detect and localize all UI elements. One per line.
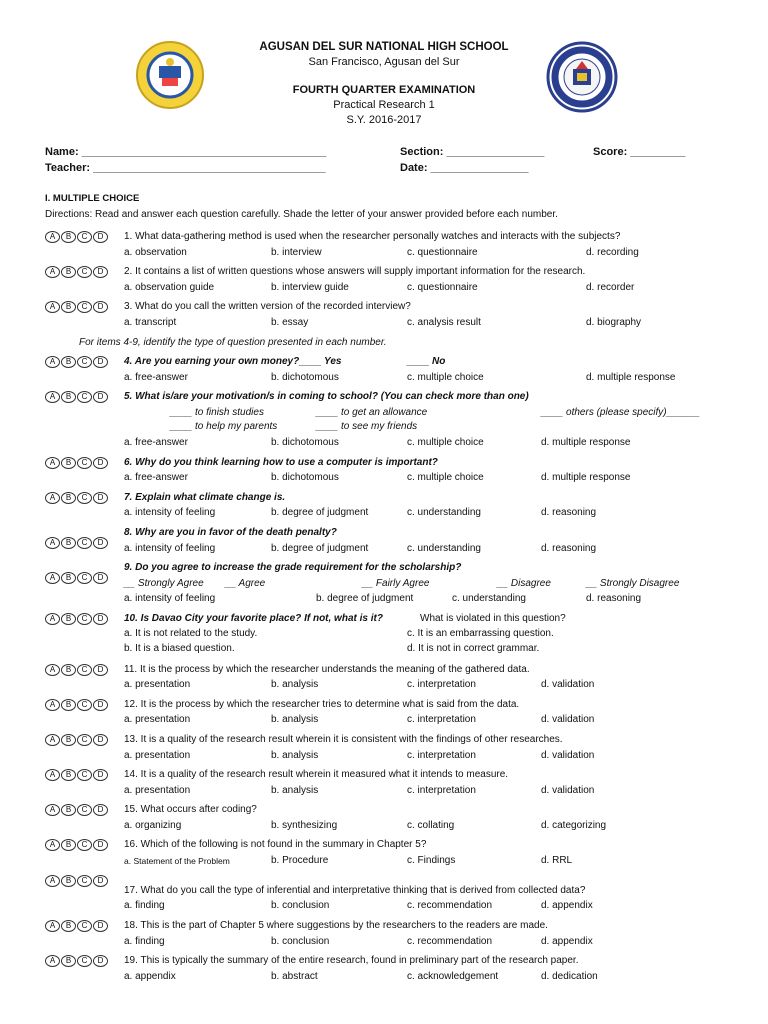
option: d. reasoning xyxy=(586,593,642,604)
option: d. multiple response xyxy=(541,437,631,448)
option: c. questionnaire xyxy=(407,282,478,293)
question-10: 10. Is Davao City your favorite place? If not, what is it? xyxy=(124,613,383,624)
option: c. understanding xyxy=(407,543,481,554)
answer-bubble-a[interactable]: A xyxy=(45,301,60,313)
option: a. organizing xyxy=(124,820,182,831)
choice: ____ to see my friends xyxy=(316,421,418,432)
answer-bubble-b[interactable]: B xyxy=(61,537,76,549)
option: c. multiple choice xyxy=(407,372,484,383)
option: d. recording xyxy=(586,247,639,258)
option: b. interview xyxy=(271,247,322,258)
answer-bubbles-15 xyxy=(45,804,108,816)
option: a. presentation xyxy=(124,679,191,690)
question-6: 6. Why do you think learning how to use a computer is important? xyxy=(124,457,438,468)
answer-bubble-d[interactable]: D xyxy=(93,266,108,278)
option: d. RRL xyxy=(541,855,573,866)
option: b. analysis xyxy=(271,785,319,796)
answer-bubble-a[interactable]: A xyxy=(45,875,60,887)
option: c. interpretation xyxy=(407,750,476,761)
answer-bubbles-6 xyxy=(45,457,108,469)
question-11: 11. It is the process by which the researcher understands the meaning of the gathered data. xyxy=(124,664,530,675)
answer-bubble-a[interactable]: A xyxy=(45,839,60,851)
answer-bubbles-11 xyxy=(45,664,108,676)
answer-bubble-b[interactable]: B xyxy=(61,955,76,967)
choice: ____ to help my parents xyxy=(170,421,278,432)
option: b. It is a biased question. xyxy=(124,643,235,654)
answer-bubble-a[interactable]: A xyxy=(45,769,60,781)
choice: __ Disagree xyxy=(497,578,551,589)
answer-bubble-c[interactable]: C xyxy=(77,457,92,469)
answer-bubble-a[interactable]: A xyxy=(45,572,60,584)
answer-bubbles-16 xyxy=(45,839,108,851)
option: d. biography xyxy=(586,317,642,328)
question-9: 9. Do you agree to increase the grade requirement for the scholarship? xyxy=(124,562,462,573)
option: a. finding xyxy=(124,936,165,947)
option: d. validation xyxy=(541,714,595,725)
score-field[interactable]: Score: _________ xyxy=(593,146,686,158)
option: a. finding xyxy=(124,900,165,911)
answer-bubble-b[interactable]: B xyxy=(61,839,76,851)
answer-bubbles-14 xyxy=(45,769,108,781)
option: d. appendix xyxy=(541,936,593,947)
answer-bubble-d[interactable]: D xyxy=(93,664,108,676)
directions: Directions: Read and answer each question carefully. Shade the letter of your answer provided before each number. xyxy=(45,209,558,220)
answer-bubbles-5 xyxy=(45,391,108,403)
school-name: AGUSAN DEL SUR NATIONAL HIGH SCHOOL xyxy=(259,41,509,53)
answer-bubble-b[interactable]: B xyxy=(61,492,76,504)
answer-bubbles-9 xyxy=(45,572,108,584)
answer-bubble-c[interactable]: C xyxy=(77,266,92,278)
choice: ____ to get an allowance xyxy=(316,407,428,418)
answer-bubble-a[interactable]: A xyxy=(45,804,60,816)
answer-bubble-b[interactable]: B xyxy=(61,664,76,676)
answer-bubble-b[interactable]: B xyxy=(61,804,76,816)
choice: __ Fairly Agree xyxy=(362,578,430,589)
name-field[interactable]: Name: ________________________________________ xyxy=(45,146,327,158)
answer-bubble-b[interactable]: B xyxy=(61,231,76,243)
question-13: 13. It is a quality of the research result wherein it is consistent with the findings of other researches. xyxy=(124,734,563,745)
option: a. appendix xyxy=(124,971,176,982)
answer-bubbles-1 xyxy=(45,231,108,243)
answer-bubble-b[interactable]: B xyxy=(61,572,76,584)
answer-bubble-c[interactable]: C xyxy=(77,301,92,313)
question-17: 17. What do you call the type of inferential and interpretative thinking that is derived from collected data? xyxy=(124,885,586,896)
choice: __ Strongly Disagree xyxy=(586,578,680,589)
answer-bubble-b[interactable]: B xyxy=(61,356,76,368)
question-5: 5. What is/are your motivation/s in coming to school? (You can check more than one) xyxy=(124,391,529,402)
option: b. Procedure xyxy=(271,855,329,866)
option: a. free-answer xyxy=(124,472,188,483)
choice: __ Agree xyxy=(225,578,266,589)
section-title: I. MULTIPLE CHOICE xyxy=(45,193,140,204)
option: c. interpretation xyxy=(407,679,476,690)
option: d. It is not in correct grammar. xyxy=(407,643,540,654)
option: a. transcript xyxy=(124,317,177,328)
option: a. presentation xyxy=(124,750,191,761)
answer-bubble-a[interactable]: A xyxy=(45,955,60,967)
option: c. multiple choice xyxy=(407,472,484,483)
option: d. appendix xyxy=(541,900,593,911)
answer-bubble-c[interactable]: C xyxy=(77,492,92,504)
question-10-prompt: What is violated in this question? xyxy=(420,613,566,624)
option: d. reasoning xyxy=(541,507,597,518)
option: c. recommendation xyxy=(407,900,493,911)
option: c. recommendation xyxy=(407,936,493,947)
option: b. abstract xyxy=(271,971,318,982)
subject-title: Practical Research 1 xyxy=(333,99,435,111)
answer-bubble-c[interactable]: C xyxy=(77,572,92,584)
question-7: 7. Explain what climate change is. xyxy=(124,492,286,503)
answer-bubble-d[interactable]: D xyxy=(93,734,108,746)
option: b. conclusion xyxy=(271,900,330,911)
option: d. multiple response xyxy=(586,372,676,383)
question-15: 15. What occurs after coding? xyxy=(124,804,257,815)
answer-bubble-c[interactable]: C xyxy=(77,875,92,887)
option: a. free-answer xyxy=(124,437,188,448)
option: b. analysis xyxy=(271,679,319,690)
answer-bubbles-2 xyxy=(45,266,108,278)
answer-bubble-b[interactable]: B xyxy=(61,699,76,711)
option: a. free-answer xyxy=(124,372,188,383)
option: b. dichotomous xyxy=(271,437,339,448)
answer-bubble-c[interactable]: C xyxy=(77,356,92,368)
answer-bubbles-10 xyxy=(45,613,108,625)
answer-bubble-d[interactable]: D xyxy=(93,839,108,851)
option: d. validation xyxy=(541,679,595,690)
answer-bubble-a[interactable]: A xyxy=(45,537,60,549)
option: c. Findings xyxy=(407,855,456,866)
answer-bubbles-7 xyxy=(45,492,108,504)
answer-bubble-d[interactable]: D xyxy=(93,492,108,504)
answer-bubble-d[interactable]: D xyxy=(93,699,108,711)
answer-bubble-a[interactable]: A xyxy=(45,266,60,278)
answer-bubble-d[interactable]: D xyxy=(93,875,108,887)
answer-bubble-a[interactable]: A xyxy=(45,457,60,469)
answer-bubble-a[interactable]: A xyxy=(45,492,60,504)
teacher-field[interactable]: Teacher: ______________________________________ xyxy=(45,162,326,174)
answer-bubble-b[interactable]: B xyxy=(61,769,76,781)
answer-bubble-d[interactable]: D xyxy=(93,572,108,584)
option: b. dichotomous xyxy=(271,472,339,483)
option: a. intensity of feeling xyxy=(124,543,216,554)
answer-bubbles-8 xyxy=(45,537,108,549)
answer-bubbles-4 xyxy=(45,356,108,368)
option: d. dedication xyxy=(541,971,598,982)
answer-bubble-b[interactable]: B xyxy=(61,920,76,932)
answer-bubble-d[interactable]: D xyxy=(93,301,108,313)
choice: __ Strongly Agree xyxy=(124,578,204,589)
option: a. observation xyxy=(124,247,187,258)
option: a. observation guide xyxy=(124,282,215,293)
date-field[interactable]: Date: ________________ xyxy=(400,162,529,174)
question-18: 18. This is the part of Chapter 5 where suggestions by the researchers to the readers are made. xyxy=(124,920,548,931)
option: a. intensity of feeling xyxy=(124,507,216,518)
section-field[interactable]: Section: ________________ xyxy=(400,146,545,158)
answer-bubble-d[interactable]: D xyxy=(93,231,108,243)
answer-bubble-b[interactable]: B xyxy=(61,266,76,278)
answer-bubble-c[interactable]: C xyxy=(77,613,92,625)
option: a. intensity of feeling xyxy=(124,593,216,604)
answer-bubble-a[interactable]: A xyxy=(45,734,60,746)
answer-bubble-c[interactable]: C xyxy=(77,955,92,967)
option: c. interpretation xyxy=(407,714,476,725)
option: b. conclusion xyxy=(271,936,330,947)
question-19: 19. This is typically the summary of the entire research, found in preliminary part of the research paper. xyxy=(124,955,579,966)
answer-bubble-a[interactable]: A xyxy=(45,699,60,711)
option: a. presentation xyxy=(124,714,191,725)
choice: ____ others (please specify)______ xyxy=(541,407,700,418)
answer-bubbles-18 xyxy=(45,920,108,932)
option: b. degree of judgment xyxy=(271,543,369,554)
answer-bubble-a[interactable]: A xyxy=(45,920,60,932)
answer-bubble-b[interactable]: B xyxy=(61,875,76,887)
option: b. analysis xyxy=(271,714,319,725)
answer-bubble-a[interactable]: A xyxy=(45,613,60,625)
option: a. presentation xyxy=(124,785,191,796)
option: d. multiple response xyxy=(541,472,631,483)
school-year: S.Y. 2016-2017 xyxy=(346,114,422,126)
answer-bubble-a[interactable]: A xyxy=(45,664,60,676)
answer-bubble-c[interactable]: C xyxy=(77,664,92,676)
question-12: 12. It is the process by which the researcher tries to determine what is said from the data. xyxy=(124,699,520,710)
option: b. analysis xyxy=(271,750,319,761)
answer-bubbles-13 xyxy=(45,734,108,746)
answer-bubble-d[interactable]: D xyxy=(93,457,108,469)
option: c. multiple choice xyxy=(407,437,484,448)
option: c. interpretation xyxy=(407,785,476,796)
answer-bubbles-12 xyxy=(45,699,108,711)
answer-bubble-d[interactable]: D xyxy=(93,613,108,625)
option: d. validation xyxy=(541,785,595,796)
answer-bubble-d[interactable]: D xyxy=(93,391,108,403)
answer-bubbles-3 xyxy=(45,301,108,313)
answer-bubble-c[interactable]: C xyxy=(77,231,92,243)
option: d. reasoning xyxy=(541,543,597,554)
answer-bubble-c[interactable]: C xyxy=(77,734,92,746)
answer-bubble-d[interactable]: D xyxy=(93,537,108,549)
question-4-no: ____ No xyxy=(407,356,446,367)
answer-bubble-a[interactable]: A xyxy=(45,356,60,368)
answer-bubble-b[interactable]: B xyxy=(61,734,76,746)
answer-bubble-c[interactable]: C xyxy=(77,804,92,816)
option: b. dichotomous xyxy=(271,372,339,383)
answer-bubble-d[interactable]: D xyxy=(93,769,108,781)
answer-bubbles-17 xyxy=(45,875,108,887)
option: c. understanding xyxy=(452,593,526,604)
question-4: 4. Are you earning your own money?____ Yes xyxy=(124,356,342,367)
option: b. essay xyxy=(271,317,309,328)
question-8: 8. Why are you in favor of the death penalty? xyxy=(124,527,337,538)
answer-bubbles-19 xyxy=(45,955,108,967)
choice: ____ to finish studies xyxy=(170,407,264,418)
option: c. questionnaire xyxy=(407,247,478,258)
answer-bubble-b[interactable]: B xyxy=(61,613,76,625)
answer-bubble-c[interactable]: C xyxy=(77,391,92,403)
option: c. collating xyxy=(407,820,455,831)
exam-title: FOURTH QUARTER EXAMINATION xyxy=(292,84,476,96)
option: d. recorder xyxy=(586,282,635,293)
question-14: 14. It is a quality of the research result wherein it measured what it intends to measure. xyxy=(124,769,509,780)
option: b. degree of judgment xyxy=(271,507,369,518)
answer-bubble-c[interactable]: C xyxy=(77,537,92,549)
question-2: 2. It contains a list of written questions whose answers will supply important information for the research. xyxy=(124,266,586,277)
question-16: 16. Which of the following is not found in the summary in Chapter 5? xyxy=(124,839,427,850)
answer-bubble-b[interactable]: B xyxy=(61,457,76,469)
answer-bubble-a[interactable]: A xyxy=(45,391,60,403)
option: a. Statement of the Problem xyxy=(124,856,230,866)
option: d. categorizing xyxy=(541,820,607,831)
option: b. synthesizing xyxy=(271,820,338,831)
answer-bubble-d[interactable]: D xyxy=(93,804,108,816)
option: d. validation xyxy=(541,750,595,761)
items-note: For items 4-9, identify the type of question presented in each number. xyxy=(79,337,387,348)
option: c. acknowledgement xyxy=(407,971,499,982)
answer-bubble-d[interactable]: D xyxy=(93,955,108,967)
answer-bubble-c[interactable]: C xyxy=(77,699,92,711)
option: c. analysis result xyxy=(407,317,481,328)
answer-bubble-b[interactable]: B xyxy=(61,391,76,403)
option: b. degree of judgment xyxy=(316,593,414,604)
answer-bubble-a[interactable]: A xyxy=(45,231,60,243)
answer-bubble-c[interactable]: C xyxy=(77,769,92,781)
answer-bubble-c[interactable]: C xyxy=(77,839,92,851)
option: b. interview guide xyxy=(271,282,349,293)
option: c. understanding xyxy=(407,507,481,518)
option: a. It is not related to the study. xyxy=(124,628,258,639)
answer-bubble-d[interactable]: D xyxy=(93,356,108,368)
answer-bubble-b[interactable]: B xyxy=(61,301,76,313)
answer-bubble-d[interactable]: D xyxy=(93,920,108,932)
answer-bubble-c[interactable]: C xyxy=(77,920,92,932)
question-3: 3. What do you call the written version of the recorded interview? xyxy=(124,301,411,312)
school-location: San Francisco, Agusan del Sur xyxy=(308,56,460,68)
option: c. It is an embarrassing question. xyxy=(407,628,554,639)
question-1: 1. What data-gathering method is used when the researcher personally watches and interacts with the subjects? xyxy=(124,231,621,242)
